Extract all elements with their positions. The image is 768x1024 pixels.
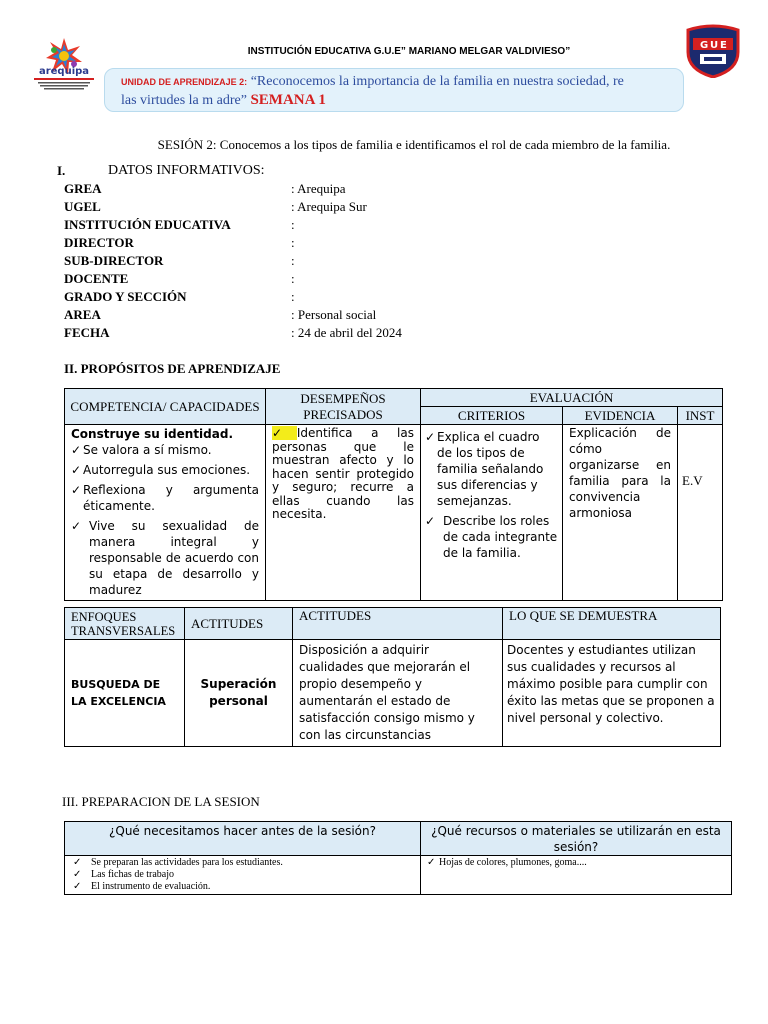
demuestra-cell: Docentes y estudiantes utilizan sus cualidades y recursos al máximo posible para cumplir con éxito las metas que se proponen a nivel personal y colectivo. <box>503 640 721 747</box>
header-actitudes-2: ACTITUDES <box>293 608 503 640</box>
info-value: : 24 de abril del 2024 <box>291 325 402 340</box>
actitud-desc-cell: Disposición a adquirir cualidades que mejorarán el propio desempeño y aumentarán el estado de satisfacción consigo mismo y con las circunstancias <box>293 640 503 747</box>
header-criterios: CRITERIOS <box>421 407 563 425</box>
info-label: DIRECTOR <box>64 235 134 250</box>
checkmark-icon: ✓ <box>71 483 82 497</box>
info-label: AREA <box>64 307 101 322</box>
desempeno-cell <box>266 425 421 601</box>
competencia-cell <box>65 425 266 601</box>
enfoque-cell: BUSQUEDA DE LA EXCELENCIA <box>65 640 185 747</box>
checkmark-icon: ✓ <box>427 857 436 868</box>
evidencia-cell: Explicación de cómo organizarse en familia para la convivencia armoniosa <box>563 425 678 601</box>
preparacion-table <box>64 821 732 895</box>
header-demuestra: LO QUE SE DEMUESTRA <box>503 608 721 640</box>
inst-cell: E.V <box>678 425 723 601</box>
header-enfoques: ENFOQUES TRANSVERSALES <box>65 608 185 640</box>
capacidad-item: ✓ Reflexiona y argumenta éticamente. <box>71 483 259 513</box>
svg-text:G: G <box>700 40 709 51</box>
info-label: UGEL <box>64 199 101 214</box>
header-antes: ¿Qué necesitamos hacer antes de la sesión? <box>65 822 421 856</box>
header-desempenos: DESEMPEÑOS PRECISADOS <box>266 389 421 425</box>
checkmark-icon: ✓ <box>73 869 82 880</box>
info-label: FECHA <box>64 325 110 340</box>
capacidad-item: ✓ Vive su sexualidad de manera integral y responsable de acuerdo con su etapa de desarrollo y madurez <box>71 519 259 597</box>
info-value: : <box>291 289 295 304</box>
antes-item: ✓ El instrumento de evaluación. <box>73 881 211 892</box>
capacidad-item: ✓ Autorregula sus emociones. <box>71 463 251 477</box>
section3-title: III. PREPARACION DE LA SESION <box>62 794 260 809</box>
school-title: INSTITUCIÓN EDUCATIVA G.U.E” MARIANO MELGAR VALDIVIESO” <box>247 46 571 57</box>
semana-label: SEMANA 1 <box>250 92 326 108</box>
enfoques-table <box>64 607 721 747</box>
criterio-item: ✓ Describe los roles de cada integrante de la familia. <box>425 514 558 560</box>
actitud-cell: Superación personal <box>185 640 293 747</box>
header-competencia: COMPETENCIA/ CAPACIDADES <box>65 389 266 425</box>
info-label: GREA <box>64 181 102 196</box>
antes-item: ✓ Las fichas de trabajo <box>73 869 175 880</box>
checkmark-icon: ✓ <box>425 514 436 528</box>
header-evidencia: EVIDENCIA <box>563 407 678 425</box>
header-inst: INST <box>678 407 723 425</box>
info-label: GRADO Y SECCIÓN <box>64 289 187 304</box>
section1-number: I. <box>57 163 66 178</box>
unit-label: UNIDAD DE APRENDIZAJE 2: <box>121 77 248 87</box>
checkmark-icon: ✓ <box>71 519 82 533</box>
desempeno-text: Identifica a las personas que le muestran afecto y lo hacen sentir protegido y seguro; recurre a ellas cuando las necesita. <box>272 426 414 521</box>
criterios-cell <box>421 425 563 601</box>
recurso-item: ✓ Hojas de colores, plumones, goma.... <box>427 857 587 868</box>
checkmark-icon: ✓ <box>71 463 82 477</box>
info-value: : Personal social <box>291 307 377 322</box>
unit-title-line2: las virtudes la m adre” <box>121 93 247 108</box>
info-value: : <box>291 235 295 250</box>
info-value: : <box>291 217 295 232</box>
competencia-title: Construye su identidad. <box>71 427 234 441</box>
svg-text:E: E <box>720 40 727 51</box>
capacidad-item: ✓ Se valora a sí mismo. <box>71 443 212 457</box>
header-evaluacion: EVALUACIÓN <box>421 389 723 407</box>
logo-text: arequipa <box>38 66 90 77</box>
antes-cell <box>65 856 421 895</box>
info-value: : Arequipa <box>291 181 346 196</box>
info-value: : <box>291 253 295 268</box>
header-recursos: ¿Qué recursos o materiales se utilizarán en esta sesión? <box>421 822 732 856</box>
checkmark-icon: ✓ <box>71 443 82 457</box>
arequipa-logo <box>30 36 98 92</box>
school-crest <box>684 24 742 78</box>
info-value: : <box>291 271 295 286</box>
info-label: INSTITUCIÓN EDUCATIVA <box>64 217 231 232</box>
propositos-table <box>64 388 723 601</box>
criterio-item: ✓ Explica el cuadro de los tipos de familia señalando sus diferencias y semejanzas. <box>425 430 544 508</box>
checkmark-icon: ✓ <box>73 857 82 868</box>
section2-title: II. PROPÓSITOS DE APRENDIZAJE <box>64 361 281 376</box>
header-actitudes: ACTITUDES <box>185 608 293 640</box>
info-label: DOCENTE <box>64 271 129 286</box>
info-value: : Arequipa Sur <box>291 199 367 214</box>
unit-title-line1: “Reconocemos la importancia de la familia en nuestra sociedad, re <box>250 74 624 89</box>
info-label: SUB-DIRECTOR <box>64 253 164 268</box>
checkmark-icon: ✓ <box>73 881 82 892</box>
unit-banner <box>104 68 684 112</box>
antes-item: ✓ Se preparan las actividades para los estudiantes. <box>73 857 283 868</box>
svg-text:U: U <box>710 40 719 51</box>
checkmark-icon: ✓ <box>272 426 297 440</box>
recursos-cell <box>421 856 732 895</box>
checkmark-icon: ✓ <box>425 430 436 444</box>
session-title: SESIÓN 2: Conocemos a los tipos de familia e identificamos el rol de cada miembro de la familia. <box>157 137 671 152</box>
section1-title: DATOS INFORMATIVOS: <box>108 163 265 178</box>
